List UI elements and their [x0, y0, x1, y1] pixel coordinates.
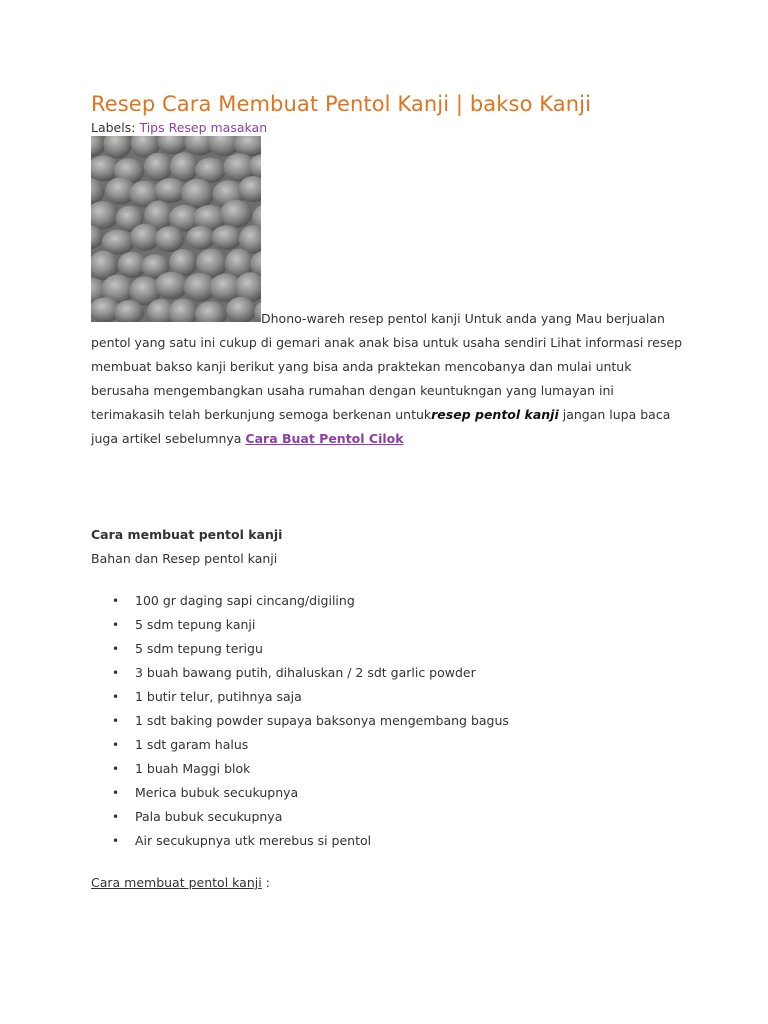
ingredient-item — [91, 781, 509, 805]
intro-paragraph — [91, 307, 686, 451]
intro-keyword: resep pentol kanji — [431, 407, 559, 422]
ingredient-item — [91, 613, 509, 637]
ingredient-item — [91, 757, 509, 781]
ingredient-item — [91, 829, 509, 853]
bullet-icon: • — [112, 738, 120, 752]
pentol-ball — [186, 226, 215, 250]
ingredient-item — [91, 733, 509, 757]
bullet-icon: • — [112, 594, 120, 608]
ingredient-item — [91, 661, 509, 685]
ingredient-text: 3 buah bawang putih, dihaluskan / 2 sdt garlic powder — [135, 665, 476, 680]
ingredient-text: Pala bubuk secukupnya — [135, 809, 283, 824]
bullet-icon: • — [112, 834, 120, 848]
bullet-icon: • — [112, 714, 120, 728]
ingredient-text: 5 sdm tepung terigu — [135, 641, 263, 656]
bullet-icon: • — [112, 666, 120, 680]
bullet-icon: • — [112, 810, 120, 824]
ingredient-text: Air secukupnya utk merebus si pentol — [135, 833, 372, 848]
ingredient-item — [91, 637, 509, 661]
ingredient-text: 1 buah Maggi blok — [135, 761, 251, 776]
pentol-ball — [144, 153, 173, 182]
bullet-icon: • — [112, 690, 120, 704]
label-link-tips-resep[interactable]: Tips Resep masakan — [139, 120, 268, 135]
ingredients-subheading: Bahan dan Resep pentol kanji — [91, 551, 278, 566]
pentol-balls-image — [91, 136, 261, 322]
pentol-ball — [155, 226, 184, 252]
ingredient-text: 1 butir telur, putihnya saja — [135, 689, 302, 704]
intro-after: jangan lupa baca juga artikel sebelumnya — [91, 407, 671, 446]
image-float-spacer — [91, 322, 261, 323]
pentol-ball — [220, 200, 252, 228]
pentol-ball — [155, 272, 189, 299]
ingredient-text: 5 sdm tepung kanji — [135, 617, 256, 632]
ingredient-item — [91, 685, 509, 709]
method-heading-line — [91, 875, 270, 890]
labels-line — [91, 120, 267, 135]
ingredients-list — [91, 589, 509, 853]
ingredient-item — [91, 589, 509, 613]
pentol-balls-photo — [91, 136, 261, 322]
link-cara-buat-pentol-cilok[interactable]: Cara Buat Pentol Cilok — [245, 431, 404, 446]
ingredient-text: 1 sdt garam halus — [135, 737, 249, 752]
bullet-icon: • — [112, 618, 120, 632]
ingredient-item — [91, 805, 509, 829]
intro-text: Dhono-wareh resep pentol kanji Untuk anda yang Mau berjualan pentol yang satu ini cukup di gemari anak anak bisa untuk usaha sendiri Lihat informasi resep membuat bakso kanji berikut yang bisa anda praktekan mencobanya dan mulai untuk berusaha mengembangkan usaha rumahan dengan keuntukngan yang lumayan ini terimakasih telah berkunjung semoga berkenan untuk — [91, 311, 683, 422]
pentol-ball — [212, 225, 242, 250]
article-title: Resep Cara Membuat Pentol Kanji | bakso Kanji — [91, 92, 592, 116]
method-heading: Cara membuat pentol kanji — [91, 875, 262, 890]
method-suffix: : — [261, 875, 270, 890]
bullet-icon: • — [112, 786, 120, 800]
ingredient-text: Merica bubuk secukupnya — [135, 785, 299, 800]
section-heading: Cara membuat pentol kanji — [91, 527, 283, 542]
pentol-ball — [102, 230, 135, 255]
pentol-ball — [170, 152, 198, 182]
ingredient-text: 1 sdt baking powder supaya baksonya mengembang bagus — [135, 713, 509, 728]
ingredient-text: 100 gr daging sapi cincang/digiling — [135, 593, 355, 608]
pentol-ball — [181, 179, 214, 209]
bullet-icon: • — [112, 762, 120, 776]
ingredient-item — [91, 709, 509, 733]
labels-prefix: Labels: — [91, 120, 136, 135]
bullet-icon: • — [112, 642, 120, 656]
